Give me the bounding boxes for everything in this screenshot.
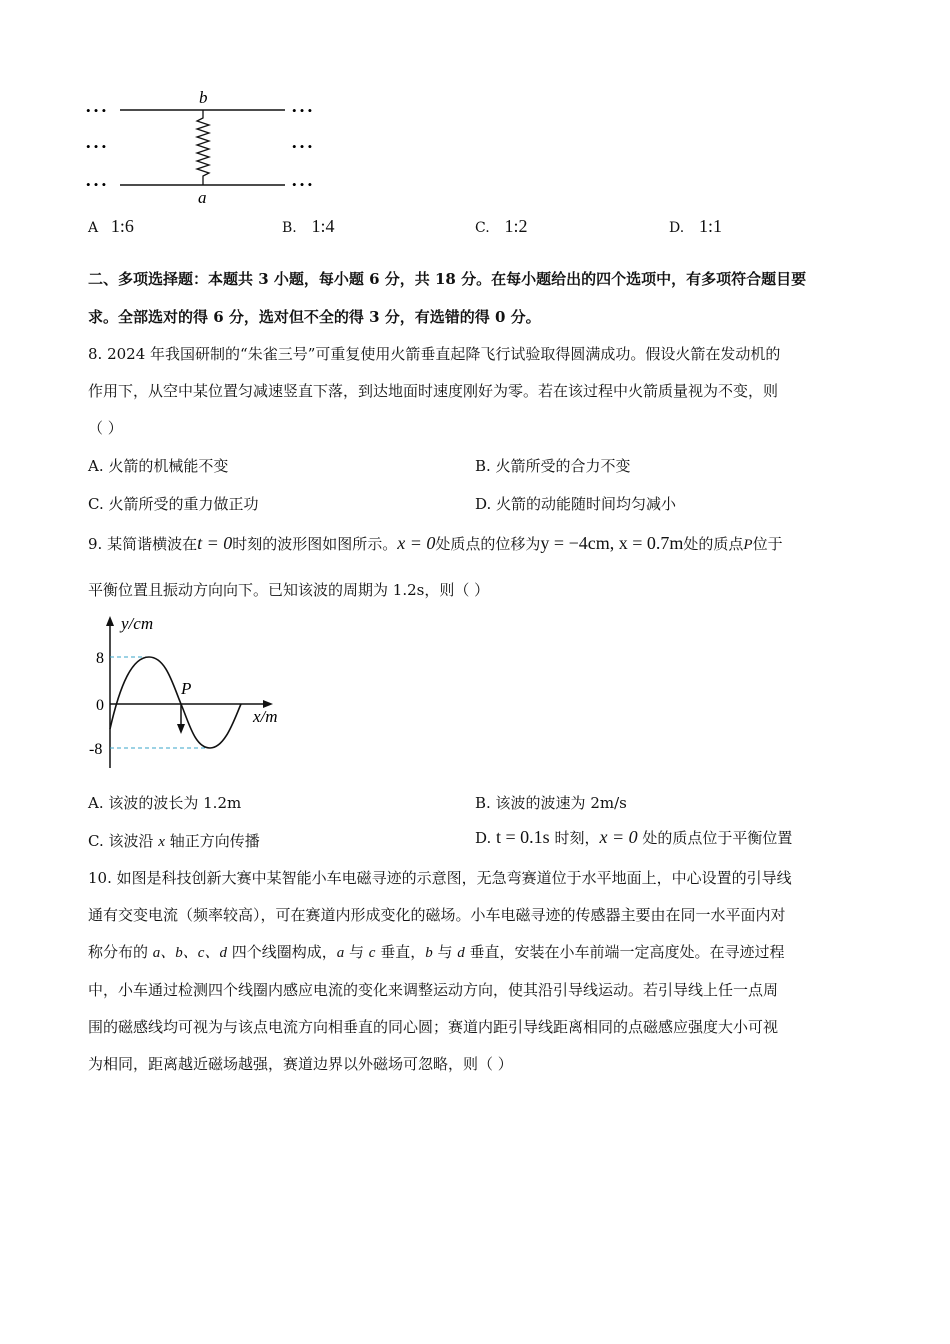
q10-l3-d: d (457, 945, 465, 961)
q9-option-d (475, 827, 792, 848)
q10-l3-b: b (425, 945, 433, 961)
q7-option-a-value: 1:6 (110, 216, 134, 236)
q7-option-a-letter: A (88, 220, 99, 236)
tick-label-neg8: -8 (89, 741, 103, 758)
q9-option-b: B. 该波的波速为 2m/s (475, 794, 627, 812)
y-axis-arrow (106, 616, 114, 626)
p-velocity-arrowhead (177, 724, 185, 734)
q7-option-d (669, 216, 722, 237)
q10-stem-line4: 中，小车通过检测四个线圈内感应电流的变化来调整运动方向，使其沿引导线运动。若引导线上任一点周 (88, 981, 779, 999)
q9-option-c (88, 830, 260, 851)
q7-option-b-value: 1:4 (311, 216, 335, 236)
section2-instructions-line1: 二、多项选择题：本题共 3 小题，每小题 6 分，共 18 分。在每小题给出的四个选项中，有多项符合题目要 (88, 270, 807, 288)
label-a: a (198, 188, 207, 207)
q10-stem-line1: 10. 如图是科技创新大赛中某智能小车电磁寻迹的示意图，无急弯赛道位于水平地面上，中心设置的引导线 (88, 869, 792, 887)
section2-instructions-line2: 求。全部选对的得 6 分，选对但不全的得 3 分，有选错的得 0 分。 (88, 308, 541, 326)
q7-option-a (88, 216, 134, 237)
q10-l3-mid3: 垂直， (375, 943, 426, 961)
q8-option-d: D. 火箭的动能随时间均匀减小 (475, 495, 677, 513)
q9-math-1: t = 0 (197, 533, 233, 553)
q10-l3-mid4: 与 (432, 943, 458, 961)
q8-option-c: C. 火箭所受的重力做正功 (88, 495, 259, 513)
wave-graph (85, 610, 295, 780)
label-b: b (199, 88, 208, 107)
q10-stem-line3 (88, 941, 785, 962)
x-axis-label: x/m (253, 707, 278, 726)
spring (197, 110, 209, 185)
q10-l3-mid2: 与 (344, 943, 369, 961)
q8-option-a: A. 火箭的机械能不变 (88, 457, 229, 475)
wave-curve (110, 657, 241, 748)
q7-option-c (475, 216, 527, 237)
q7-option-b (282, 216, 335, 237)
q10-l3-coils: a、b、c、d (152, 945, 227, 961)
q9-option-a: A. 该波的波长为 1.2m (88, 794, 242, 812)
q7-option-d-value: 1:1 (698, 216, 722, 236)
q9-text-2: 时刻的波形图如图所示。 (232, 535, 398, 553)
q9-math-3: y = −4cm, x = 0.7m (540, 533, 684, 553)
q9-stem-line2: 平衡位置且振动方向向下。已知该波的周期为 1.2s，则（ ） (88, 581, 490, 599)
dots-left-3: • • • (86, 177, 107, 192)
q9-option-d-pre: D. (475, 829, 497, 847)
q10-stem-line6: 为相同，距离越近磁场越强，赛道边界以外磁场可忽略，则（ ） (88, 1055, 513, 1073)
q10-l3-mid1: 四个线圈构成， (226, 943, 337, 961)
dots-right-1: • • • (292, 103, 313, 118)
dots-right-2: • • • (292, 139, 313, 154)
q9-option-d-math2: x = 0 (599, 827, 638, 847)
spring-figure (80, 88, 340, 208)
q7-option-c-letter: C. (475, 220, 490, 236)
q9-text-1: 9. 某简谐横波在 (88, 535, 198, 553)
tick-label-0: 0 (96, 697, 104, 714)
q9-text-4: 处的质点 (683, 535, 744, 553)
q7-option-c-value: 1:2 (504, 216, 528, 236)
dots-right-3: • • • (292, 177, 313, 192)
q9-text-5: 位于 (752, 535, 783, 553)
tick-label-8: 8 (96, 650, 104, 667)
q8-option-b: B. 火箭所受的合力不变 (475, 457, 631, 475)
q9-option-c-pre: C. 该波沿 (88, 832, 159, 850)
dots-left-2: • • • (86, 139, 107, 154)
q10-l3-c: c (368, 945, 376, 961)
point-p-label: P (181, 679, 192, 698)
q9-option-c-post: 轴正方向传播 (164, 832, 260, 850)
q10-l3-pre: 称分布的 (88, 943, 153, 961)
q7-option-d-letter: D. (669, 220, 685, 236)
q10-l3-post: 垂直，安装在小车前端一定高度处。在寻迹过程 (464, 943, 785, 961)
dots-left-1: • • • (86, 103, 107, 118)
q8-stem-line1: 8. 2024 年我国研制的“朱雀三号”可重复使用火箭垂直起降飞行试验取得圆满成功。假设火箭在发动机的 (88, 345, 781, 363)
q9-text-3: 处质点的位移为 (435, 535, 541, 553)
q8-stem-line2: 作用下，从空中某位置匀减速竖直下落，到达地面时速度刚好为零。若在该过程中火箭质量视为不变，则 (88, 382, 779, 400)
q10-l3-a: a (336, 945, 345, 961)
q9-math-4: P (743, 537, 753, 553)
q7-option-b-letter: B. (282, 220, 297, 236)
q8-stem-line3: （ ） (88, 419, 123, 437)
q9-stem-line1 (88, 533, 783, 554)
q9-option-c-var: x (158, 834, 165, 850)
q10-stem-line5: 围的磁感线均可视为与该点电流方向相垂直的同心圆；赛道内距引导线距离相同的点磁感应强度大小可视 (88, 1018, 779, 1036)
q9-option-d-mid: 时刻， (549, 829, 600, 847)
q10-stem-line2: 通有交变电流（频率较高），可在赛道内形成变化的磁场。小车电磁寻迹的传感器主要由在同一水平面内对 (88, 906, 786, 924)
q9-math-2: x = 0 (397, 533, 436, 553)
y-axis-label: y/cm (121, 614, 154, 633)
q9-option-d-post: 处的质点位于平衡位置 (637, 829, 793, 847)
q9-option-d-math1: t = 0.1s (496, 827, 550, 847)
